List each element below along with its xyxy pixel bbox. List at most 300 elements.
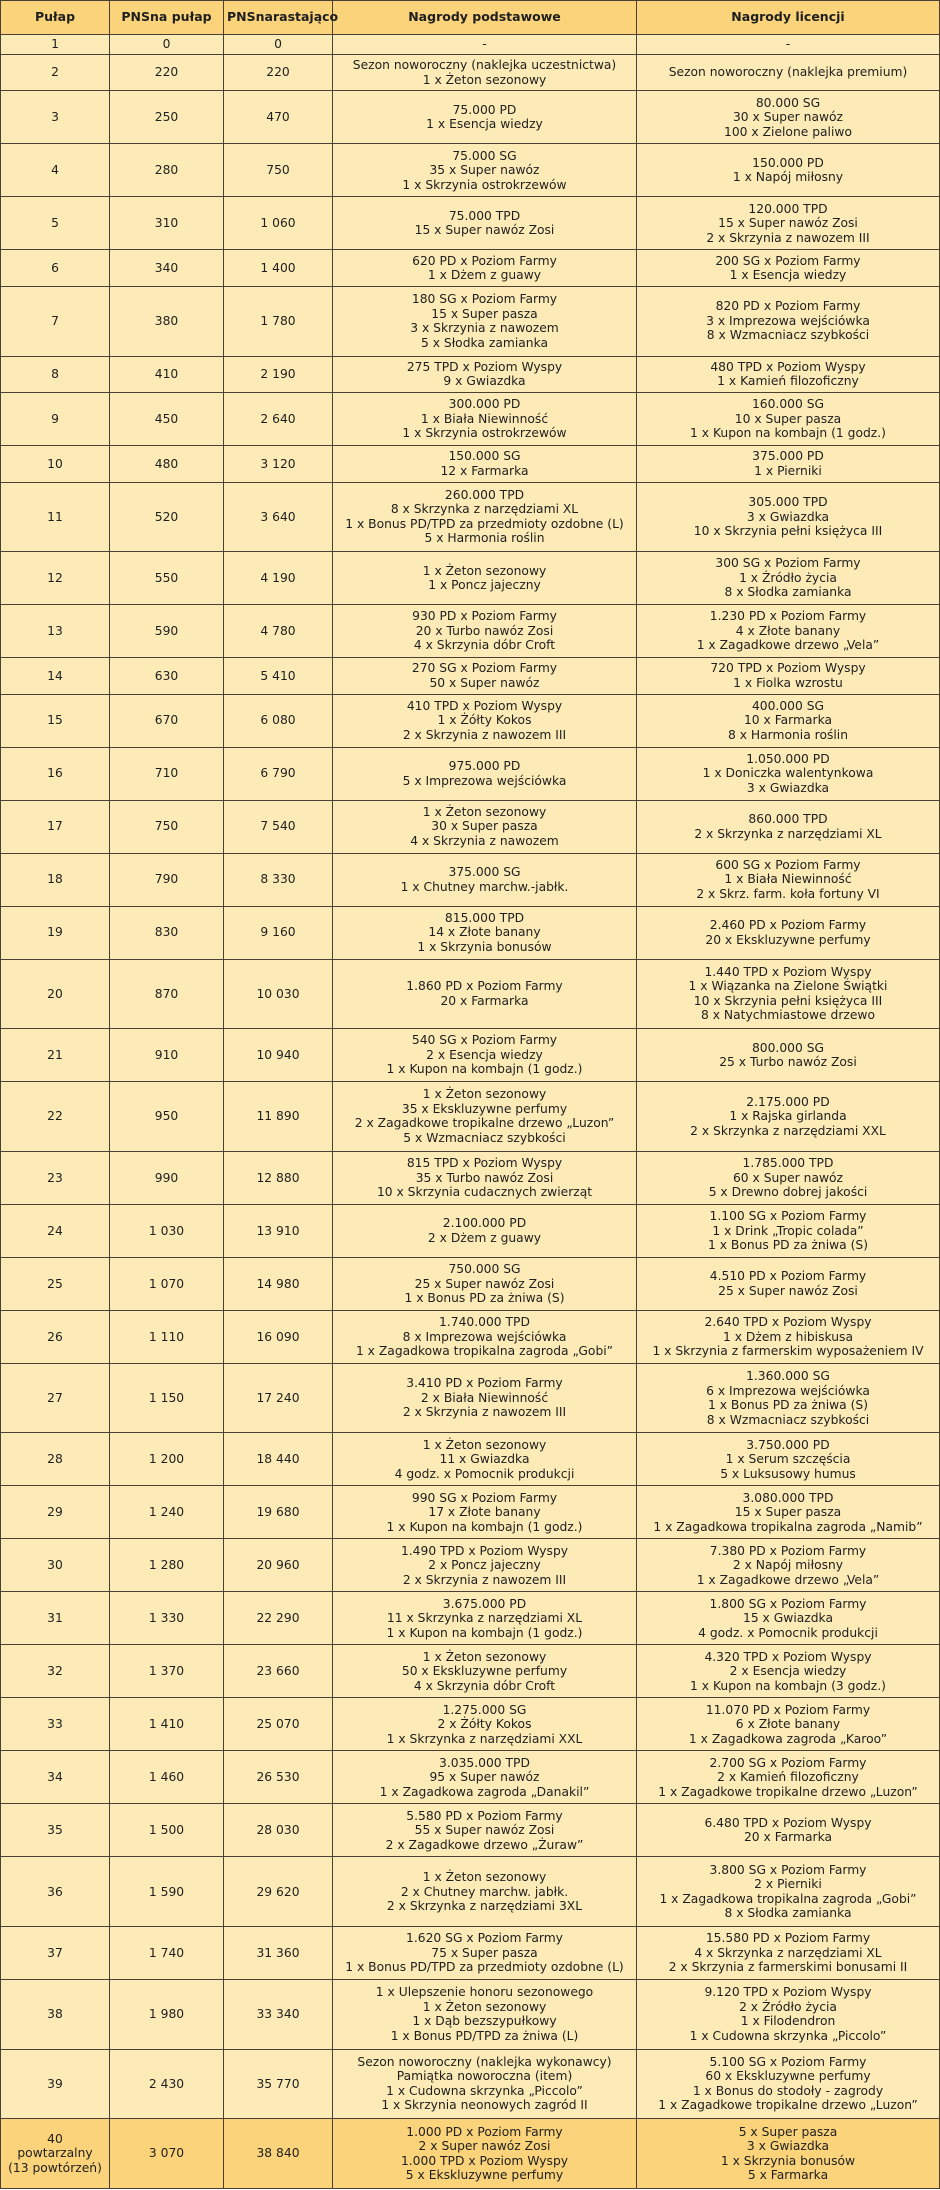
cell-pns: 1 460: [110, 1751, 224, 1804]
cell-line: 1 x Zagadkowe tropikalne drzewo „Luzon”: [658, 1784, 918, 1799]
cell-line: 2 x Skrzynka z narzędziami 3XL: [386, 1899, 583, 1913]
cell-line: 7: [51, 313, 59, 328]
cell-cumulative: 19 680: [224, 1486, 333, 1539]
cell-line: 1 x Żeton sezonowy: [422, 1437, 547, 1452]
cell-basic-rewards: [333, 35, 637, 55]
table-row: [1, 1310, 940, 1363]
cell-pns: 1 030: [110, 1204, 224, 1257]
cell-basic-rewards: [333, 2119, 637, 2189]
cell-line: 2 x Skrzynia z nawozem III: [402, 1405, 567, 1420]
cell-license-rewards: [637, 35, 940, 55]
cell-line: 1 x Zagadkowa tropikalna zagroda „Namib”: [653, 1519, 923, 1534]
cell-line: 4 godz. x Pomocnik produkcji: [698, 1625, 878, 1640]
cell-line: 120.000 TPD: [748, 201, 828, 216]
cell-line: 270 SG x Poziom Farmy: [411, 661, 558, 676]
cell-basic-rewards: [333, 1363, 637, 1433]
cell-pns: 520: [110, 482, 224, 552]
cell-line: 1 x Źródło życia: [739, 570, 837, 585]
table-row: [1, 1363, 940, 1433]
cell-basic-rewards: [333, 2049, 637, 2119]
cell-line: 1 x Zagadkowa zagroda „Karoo”: [688, 1731, 888, 1746]
cell-cumulative: 1 400: [224, 250, 333, 286]
cell-license-rewards: [637, 1927, 940, 1980]
cell-line: 11.070 PD x Poziom Farmy: [705, 1702, 871, 1717]
cell-line: -: [785, 37, 791, 52]
cell-level: [1, 2119, 110, 2189]
cell-pns: 2 430: [110, 2049, 224, 2119]
cell-basic-rewards: [333, 747, 637, 800]
cell-line: 275 TPD x Poziom Wyspy: [406, 359, 563, 374]
cell-line: 13: [47, 623, 63, 638]
cell-license-rewards: [637, 1433, 940, 1486]
cell-pns: 480: [110, 446, 224, 482]
cell-line: 8 x Słodka zamianka: [724, 585, 852, 600]
cell-line: 1.620 SG x Poziom Farmy: [406, 1931, 563, 1946]
cell-line: 9: [51, 411, 59, 426]
table-row: [1, 91, 940, 144]
cell-level: [1, 1804, 110, 1857]
table-row: [1, 694, 940, 747]
cell-license-rewards: [637, 1151, 940, 1204]
cell-line: 8 x Wzmacniacz szybkości: [706, 328, 870, 343]
cell-line: 7.380 PD x Poziom Farmy: [709, 1543, 867, 1558]
cell-license-rewards: [637, 1363, 940, 1433]
cell-line: 9.120 TPD x Poziom Wyspy: [704, 1985, 872, 2000]
cell-basic-rewards: [333, 1927, 637, 1980]
table-row: [1, 959, 940, 1029]
cell-basic-rewards: [333, 1029, 637, 1082]
cell-line: 1 x Skrzynka z narzędziami XXL: [386, 1731, 583, 1746]
cell-line: 5 x Farmarka: [747, 2168, 829, 2183]
table-row: [1, 747, 940, 800]
cell-line: 1 x Kupon na kombajn (1 godz.): [386, 1062, 583, 1077]
cell-license-rewards: [637, 1980, 940, 2050]
cell-pns: 550: [110, 552, 224, 605]
cell-line: -: [482, 37, 487, 52]
table-row: [1, 1257, 940, 1310]
cell-line: Sezon noworoczny (naklejka wykonawcy): [357, 2054, 612, 2069]
cell-line: 1.050.000 PD: [746, 751, 830, 766]
table-row: [1, 446, 940, 482]
table-row: [1, 1751, 940, 1804]
table-row: [1, 1645, 940, 1698]
cell-line: 2 x Kamień filozoficzny: [717, 1770, 859, 1785]
cell-line: Sezon noworoczny (naklejka premium): [668, 65, 908, 80]
table-row: [1, 1204, 940, 1257]
cell-line: 1 x Pierniki: [754, 463, 822, 478]
cell-level: [1, 1257, 110, 1310]
cell-line: 1 x Bonus PD za żniwa (S): [404, 1291, 565, 1306]
cell-pns: 1 590: [110, 1857, 224, 1927]
cell-line: 1.000 PD x Poziom Farmy: [406, 2124, 563, 2139]
table-row: [1, 552, 940, 605]
cell-line: 2 x Skrzynia z nawozem III: [402, 1572, 567, 1587]
cell-license-rewards: [637, 1204, 940, 1257]
cell-license-rewards: [637, 552, 940, 605]
cell-pns: 3 070: [110, 2119, 224, 2189]
cell-line: na pułap: [150, 9, 212, 25]
cell-license-rewards: [637, 658, 940, 694]
cell-line: 4 x Skrzynia dóbr Croft: [413, 1678, 556, 1693]
cell-line: (13 powtórzeń): [8, 2160, 102, 2175]
cell-cumulative: 2 190: [224, 356, 333, 392]
table-row: [1, 482, 940, 552]
cell-line: 930 PD x Poziom Farmy: [412, 609, 557, 624]
cell-line: 1 x Esencja wiedzy: [729, 268, 847, 283]
cell-line: 1 x Żeton sezonowy: [422, 1870, 547, 1884]
cell-line: 38: [47, 2007, 63, 2022]
cell-line: 260.000 TPD: [444, 487, 525, 502]
cell-line: 15 x Super pasza: [734, 1505, 842, 1520]
cell-license-rewards: [637, 800, 940, 853]
cell-line: 55 x Super nawóz Zosi: [414, 1823, 555, 1838]
cell-line: Pułap: [34, 9, 76, 25]
cell-basic-rewards: [333, 482, 637, 552]
cell-cumulative: 5 410: [224, 658, 333, 694]
cell-cumulative: 7 540: [224, 800, 333, 853]
cell-pns: 670: [110, 694, 224, 747]
cell-level: [1, 747, 110, 800]
table-row: [1, 2049, 940, 2119]
cell-line: 2 x Skrzynia z nawozem III: [402, 727, 567, 742]
cell-pns: 250: [110, 91, 224, 144]
cell-line: 160.000 SG: [751, 397, 825, 412]
cell-line: 2 x Biała Niewinność: [420, 1390, 549, 1405]
header-basic-rewards: [333, 1, 637, 35]
cell-line: 1 x Żółty Kokos: [437, 713, 532, 728]
cell-cumulative: 10 940: [224, 1029, 333, 1082]
cell-line: 30 x Super nawóz: [732, 110, 844, 125]
table-row: [1, 144, 940, 197]
cell-cumulative: 6 790: [224, 747, 333, 800]
table-row: [1, 906, 940, 959]
cell-license-rewards: [637, 144, 940, 197]
cell-pns: 1 280: [110, 1539, 224, 1592]
cell-line: 1 x Skrzynia ostrokrzewów: [402, 177, 567, 192]
cell-line: 2 x Dżem z guawy: [427, 1230, 542, 1245]
cell-line: 305.000 TPD: [748, 495, 828, 510]
cell-line: 20 x Farmarka: [440, 993, 529, 1008]
cell-license-rewards: [637, 605, 940, 658]
cell-line: 1 x Doniczka walentynkowa: [702, 766, 874, 781]
cell-line: 75 x Super pasza: [431, 1945, 538, 1960]
cell-level: [1, 1751, 110, 1804]
cell-line: 25 x Super nawóz Zosi: [414, 1276, 555, 1291]
cell-line: 1.800 SG x Poziom Farmy: [709, 1596, 867, 1611]
cell-line: 1 x Cudowna skrzynka „Piccolo”: [386, 2083, 583, 2098]
cell-basic-rewards: [333, 605, 637, 658]
cell-line: 10 x Skrzynia pełni księżyca III: [693, 524, 883, 539]
cell-line: 1 x Zagadkowe drzewo „Vela”: [696, 638, 880, 653]
table-body: [1, 35, 940, 2189]
cell-line: 3 x Gwiazdka: [746, 780, 830, 795]
cell-line: 75.000 PD: [452, 102, 517, 117]
cell-cumulative: 31 360: [224, 1927, 333, 1980]
cell-pns: 830: [110, 906, 224, 959]
cell-line: 2 x Esencja wiedzy: [729, 1664, 847, 1679]
cell-level: [1, 356, 110, 392]
cell-line: 10 x Skrzynia cudacznych zwierząt: [376, 1185, 593, 1199]
cell-line: 1.275.000 SG: [442, 1702, 527, 1717]
cell-line: 4 x Złote banany: [735, 623, 841, 638]
cell-license-rewards: [637, 2119, 940, 2189]
cell-line: 1 x Drink „Tropic colada”: [712, 1223, 864, 1238]
table-row: [1, 1539, 940, 1592]
cell-basic-rewards: [333, 906, 637, 959]
table-row: [1, 605, 940, 658]
cell-line: 5: [51, 216, 59, 231]
table-row: [1, 54, 940, 90]
cell-basic-rewards: [333, 959, 637, 1029]
cell-line: 3.750.000 PD: [746, 1437, 830, 1452]
cell-line: 1 x Skrzynia neonowych zagród II: [381, 2098, 588, 2113]
cell-line: 2 x Skrz. farm. koła fortuny VI: [696, 886, 880, 901]
cell-line: 5 x Luksusowy humus: [720, 1466, 856, 1481]
cell-line: 1.440 TPD x Poziom Wyspy: [704, 964, 872, 979]
cell-cumulative: 29 620: [224, 1857, 333, 1927]
cell-level: [1, 1363, 110, 1433]
cell-line: 1 x Skrzynia bonusów: [417, 939, 552, 954]
cell-line: 815 TPD x Poziom Wyspy: [406, 1156, 563, 1170]
cell-pns: 0: [110, 35, 224, 55]
cell-line: 75.000 TPD: [448, 208, 521, 223]
cell-basic-rewards: [333, 1804, 637, 1857]
cell-level: [1, 250, 110, 286]
cell-line: 15.580 PD x Poziom Farmy: [705, 1931, 871, 1946]
cell-line: 1 x Zagadkowe drzewo „Vela”: [696, 1572, 880, 1587]
cell-license-rewards: [637, 54, 940, 90]
cell-line: 1 x Żeton sezonowy: [422, 1999, 547, 2014]
cell-line: 1 x Skrzynia bonusów: [720, 2153, 856, 2168]
table-row: [1, 250, 940, 286]
table-row: [1, 1927, 940, 1980]
cell-line: 23: [47, 1170, 63, 1185]
cell-basic-rewards: [333, 1645, 637, 1698]
cell-line: 5.100 SG x Poziom Farmy: [709, 2054, 867, 2069]
cell-line: 20 x Turbo nawóz Zosi: [415, 623, 554, 638]
cell-license-rewards: [637, 1592, 940, 1645]
cell-line: 1 x Zagadkowa zagroda „Danakil”: [379, 1784, 590, 1799]
cell-basic-rewards: [333, 694, 637, 747]
cell-level: [1, 446, 110, 482]
cell-line: 1 x Serum szczęścia: [725, 1452, 851, 1467]
cell-basic-rewards: [333, 658, 637, 694]
cell-basic-rewards: [333, 91, 637, 144]
cell-line: 5 x Ekskluzywne perfumy: [405, 2168, 564, 2183]
cell-license-rewards: [637, 393, 940, 446]
cell-pns: 1 150: [110, 1363, 224, 1433]
cell-line: 1 x Filodendron: [740, 2014, 836, 2029]
cell-cumulative: 23 660: [224, 1645, 333, 1698]
cell-level: [1, 906, 110, 959]
cell-cumulative: 18 440: [224, 1433, 333, 1486]
cell-line: 1.490 TPD x Poziom Wyspy: [400, 1543, 569, 1558]
cell-line: 1 x Cudowna skrzynka „Piccolo”: [689, 2028, 887, 2043]
cell-line: 15 x Gwiazdka: [743, 1611, 833, 1626]
cell-license-rewards: [637, 1539, 940, 1592]
cell-license-rewards: [637, 250, 940, 286]
cell-line: 410 TPD x Poziom Wyspy: [406, 698, 563, 713]
cell-line: 50 x Ekskluzywne perfumy: [401, 1664, 568, 1679]
table-row: [1, 1486, 940, 1539]
cell-basic-rewards: [333, 1539, 637, 1592]
cell-license-rewards: [637, 91, 940, 144]
cell-line: 800.000 SG: [751, 1040, 825, 1055]
cell-line: 1 x Ulepszenie honoru sezonowego: [375, 1985, 594, 2000]
table-row: [1, 853, 940, 906]
header-level: [1, 1, 110, 35]
cell-license-rewards: [637, 1857, 940, 1927]
header-pns: [110, 1, 224, 35]
cell-line: 2 x Skrzynia z farmerskimi bonusami II: [668, 1960, 908, 1975]
cell-basic-rewards: [333, 144, 637, 197]
cell-level: [1, 197, 110, 250]
cell-line: 2: [51, 65, 59, 80]
cell-level: [1, 1927, 110, 1980]
cell-line: 1.100 SG x Poziom Farmy: [709, 1209, 867, 1224]
cell-line: 8 x Skrzynka z narzędziami XL: [390, 502, 579, 517]
cell-cumulative: 22 290: [224, 1592, 333, 1645]
cell-line: 35: [47, 1823, 63, 1838]
cell-basic-rewards: [333, 1486, 637, 1539]
cell-line: 820 PD x Poziom Farmy: [715, 299, 861, 314]
cell-license-rewards: [637, 959, 940, 1029]
cell-basic-rewards: [333, 1592, 637, 1645]
cell-line: 4: [51, 163, 59, 178]
cell-line: 35 x Ekskluzywne perfumy: [401, 1101, 568, 1116]
table-row: [1, 197, 940, 250]
cell-line: 750.000 SG: [448, 1262, 521, 1277]
cell-line: 1 x Poncz jajeczny: [428, 578, 541, 593]
cell-level: [1, 1592, 110, 1645]
cell-line: 30: [47, 1558, 63, 1573]
cell-line: 975.000 PD: [448, 759, 521, 774]
cell-basic-rewards: [333, 356, 637, 392]
cell-line: 14 x Złote banany: [428, 925, 541, 940]
cell-basic-rewards: [333, 1433, 637, 1486]
cell-pns: 1 740: [110, 1927, 224, 1980]
cell-line: 26: [47, 1329, 63, 1344]
cell-line: 1 x Esencja wiedzy: [426, 117, 543, 132]
cell-line: 2.175.000 PD: [746, 1094, 830, 1109]
header-cumulative: [224, 1, 339, 35]
cell-license-rewards: [637, 197, 940, 250]
cell-line: 19: [47, 925, 63, 940]
cell-line: 6.480 TPD x Poziom Wyspy: [704, 1815, 872, 1830]
cell-line: 10: [47, 456, 63, 471]
cell-basic-rewards: [333, 1980, 637, 2050]
cell-license-rewards: [637, 1257, 940, 1310]
cell-line: 2.100.000 PD: [442, 1216, 527, 1231]
cell-level: [1, 1698, 110, 1751]
cell-license-rewards: [637, 1029, 940, 1082]
cell-level: [1, 1029, 110, 1082]
cell-line: 33: [47, 1717, 63, 1732]
cell-level: [1, 35, 110, 55]
cell-basic-rewards: [333, 54, 637, 90]
cell-cumulative: 1 780: [224, 286, 333, 356]
cell-line: 400.000 SG: [751, 698, 825, 713]
cell-line: powtarzalny: [17, 2146, 93, 2161]
cell-line: 95 x Super nawóz: [429, 1770, 540, 1785]
cell-pns: 630: [110, 658, 224, 694]
cell-line: narastająco: [255, 9, 339, 25]
cell-line: 3 x Imprezowa wejściówka: [706, 313, 870, 328]
cell-line: 80.000 SG: [755, 95, 821, 110]
table-row: [1, 2119, 940, 2189]
cell-license-rewards: [637, 1698, 940, 1751]
cell-basic-rewards: [333, 1151, 637, 1204]
cell-line: 1 x Zagadkowa tropikalna zagroda „Gobi”: [355, 1344, 614, 1359]
cell-level: [1, 2049, 110, 2119]
cell-line: PNS: [227, 9, 256, 25]
cell-level: [1, 482, 110, 552]
cell-line: 2 x Skrzynka z narzędziami XL: [694, 826, 882, 841]
cell-cumulative: 13 910: [224, 1204, 333, 1257]
cell-line: 1 x Zagadkowa tropikalna zagroda „Gobi”: [659, 1891, 917, 1906]
cell-cumulative: 28 030: [224, 1804, 333, 1857]
cell-line: 5 x Wzmacniacz szybkości: [403, 1130, 566, 1145]
cell-license-rewards: [637, 1804, 940, 1857]
cell-line: 20 x Ekskluzywne perfumy: [705, 932, 871, 947]
cell-line: 60 x Ekskluzywne perfumy: [705, 2069, 871, 2084]
cell-line: 5 x Harmonia roślin: [424, 531, 545, 546]
cell-basic-rewards: [333, 197, 637, 250]
cell-line: 11: [47, 509, 63, 524]
cell-line: 4 godz. x Pomocnik produkcji: [394, 1466, 575, 1481]
cell-cumulative: 750: [224, 144, 333, 197]
table-row: [1, 1698, 940, 1751]
cell-line: 2 x Super nawóz Zosi: [418, 2139, 551, 2154]
cell-basic-rewards: [333, 446, 637, 482]
cell-license-rewards: [637, 446, 940, 482]
cell-level: [1, 605, 110, 658]
cell-line: 75.000 SG: [452, 148, 517, 163]
cell-line: 5 x Imprezowa wejściówka: [402, 773, 567, 788]
cell-cumulative: 12 880: [224, 1151, 333, 1204]
cell-line: 4.510 PD x Poziom Farmy: [709, 1269, 867, 1284]
cell-line: 2 x Skrzynia z nawozem III: [706, 230, 870, 245]
cell-pns: 1 110: [110, 1310, 224, 1363]
cell-level: [1, 286, 110, 356]
cell-pns: 1 200: [110, 1433, 224, 1486]
cell-license-rewards: [637, 286, 940, 356]
cell-license-rewards: [637, 1082, 940, 1152]
cell-pns: 280: [110, 144, 224, 197]
cell-line: 1 x Zagadkowe tropikalne drzewo „Luzon”: [658, 2098, 918, 2113]
cell-line: 2 x Źródło życia: [739, 1999, 837, 2014]
cell-cumulative: 16 090: [224, 1310, 333, 1363]
cell-level: [1, 54, 110, 90]
cell-line: 1 x Rajska girlanda: [729, 1109, 847, 1124]
cell-line: 3 x Gwiazdka: [746, 2139, 830, 2154]
cell-line: 1 x Biała Niewinność: [420, 411, 549, 426]
cell-cumulative: 26 530: [224, 1751, 333, 1804]
cell-line: 1 x Dżem z hibiskusa: [723, 1329, 853, 1344]
cell-line: 31: [47, 1611, 63, 1626]
cell-line: 2 x Poncz jajeczny: [428, 1558, 541, 1573]
cell-line: 540 SG x Poziom Farmy: [411, 1033, 558, 1048]
cell-pns: 990: [110, 1151, 224, 1204]
cell-pns: 1 330: [110, 1592, 224, 1645]
cell-line: 5.580 PD x Poziom Farmy: [406, 1808, 563, 1823]
cell-line: 4 x Skrzynka z narzędziami XL: [694, 1945, 882, 1960]
header-license-rewards: [637, 1, 940, 35]
cell-license-rewards: [637, 1751, 940, 1804]
cell-line: 15 x Super nawóz Zosi: [414, 223, 555, 238]
cell-line: 8 x Słodka zamianka: [724, 1906, 852, 1921]
cell-line: 1 x Kupon na kombajn (1 godz.): [690, 426, 886, 441]
